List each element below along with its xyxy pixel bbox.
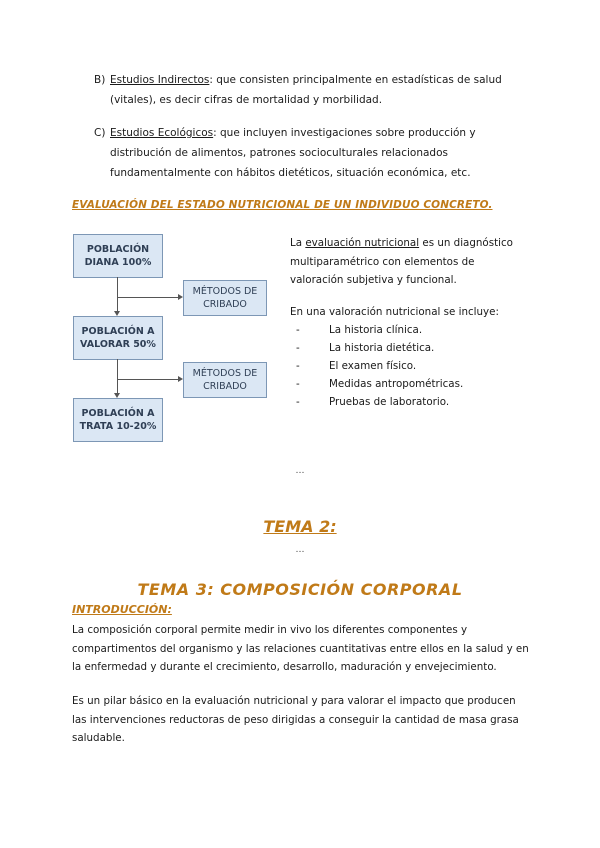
item-c-text [110, 123, 530, 183]
intro-paragraph-2: Es un pilar básico en la evaluación nutricional y para valorar el impacto que producen las intervenciones reductoras de peso dirigidas a conseguir la cantidad de masa grasa saludable. [72, 695, 519, 744]
section-heading-evaluacion: EVALUACIÓN DEL ESTADO NUTRICIONAL DE UN INDIVIDUO CONCRETO. [72, 199, 493, 211]
valoracion-list-intro: En una valoración nutricional se incluye: [290, 306, 499, 318]
item-c-description: : que incluyen investigaciones sobre producción y distribución de alimentos, patrones socioculturales relacionados fundamentalmente con hábitos dietéticos, situación económica, etc. [110, 127, 476, 179]
list-item: - Medidas antropométricas. [296, 375, 516, 393]
arrow-left-2 [178, 376, 183, 382]
arrow-down-1 [114, 311, 120, 316]
item-b-text [110, 70, 530, 110]
list-item: - El examen físico. [296, 357, 516, 375]
ellipsis-1: … [295, 466, 305, 476]
definition-suffix: es un diagnóstico multiparamétrico con elementos de valoración subjetiva y funcional. [290, 237, 513, 286]
box-poblacion-diana: POBLACIÓN DIANA 100% [73, 234, 163, 278]
box-poblacion-tratar: POBLACIÓN A TRATA 10-20% [73, 398, 163, 442]
item-b-title: Estudios Indirectos [110, 74, 210, 86]
definition-prefix: La [290, 237, 306, 249]
connector-line-1 [117, 277, 118, 312]
arrow-left-1 [178, 294, 183, 300]
definition-term: evaluación nutricional [305, 237, 420, 249]
list-item: - La historia dietética. [296, 339, 516, 357]
box-metodos-cribado-1: MÉTODOS DE CRIBADO [183, 280, 267, 316]
item-estudios-ecologicos [94, 123, 534, 185]
ellipsis-2: … [295, 545, 305, 555]
valoracion-definition [290, 234, 522, 290]
connector-branch-2 [118, 379, 178, 380]
connector-line-2 [117, 359, 118, 394]
arrow-down-2 [114, 393, 120, 398]
box-metodos-cribado-2: MÉTODOS DE CRIBADO [183, 362, 267, 398]
item-c-title: Estudios Ecológicos [110, 127, 214, 139]
list-item: - La historia clínica. [296, 321, 516, 339]
item-b-description: : que consisten principalmente en estadísticas de salud (vitales), es decir cifras de mortalidad y morbilidad. [110, 74, 502, 106]
item-letter-b: B) [94, 74, 106, 86]
item-estudios-indirectos [94, 70, 534, 114]
item-letter-c: C) [94, 127, 106, 139]
intro-heading: INTRODUCCIÓN: [72, 603, 172, 616]
tema-3-title: TEMA 3: COMPOSICIÓN CORPORAL [137, 580, 463, 599]
list-item: - Pruebas de laboratorio. [296, 393, 516, 411]
box-poblacion-valorar: POBLACIÓN A VALORAR 50% [73, 316, 163, 360]
valoracion-list [296, 321, 516, 411]
connector-branch-1 [118, 297, 178, 298]
intro-paragraph-1: La composición corporal permite medir in vivo los diferentes componentes y compartimentos del organismo y las relaciones cuantitativas entre ellos en la salud y en la enfermedad y durante el crecimiento, desarrollo, maduración y envejecimiento. [72, 624, 529, 673]
tema-2-title: TEMA 2: [263, 517, 337, 536]
